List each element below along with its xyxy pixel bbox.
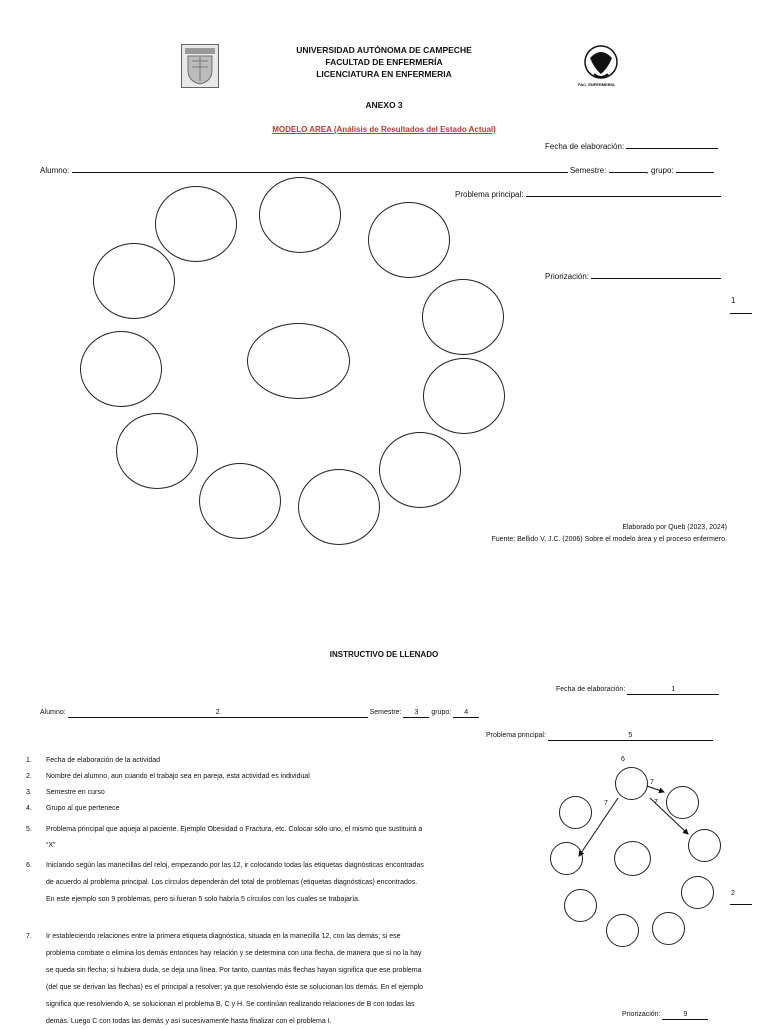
diagram-circle-6[interactable] bbox=[199, 463, 281, 539]
diagram-circle-1[interactable] bbox=[368, 202, 450, 278]
diagram-circle-3[interactable] bbox=[423, 358, 505, 434]
page-number-1: 1 bbox=[731, 296, 736, 305]
instr-priorizacion-row: Priorización: 9 bbox=[622, 1011, 732, 1020]
example-arrows bbox=[540, 760, 740, 870]
instr-item-1: 1. Fecha de elaboración de la actividad bbox=[26, 757, 161, 764]
diagram-circle-12[interactable] bbox=[259, 177, 341, 253]
instr-item-6: 6. Iniciando según las manecillas del reloj, empezando por las 12, ir colocando todas las etiquetas diagnósticas encontradas bbox=[26, 862, 424, 869]
instr-item-4: 4. Grupo al que pertenece bbox=[26, 805, 120, 812]
arrow-label-ac: 7 bbox=[654, 799, 658, 806]
diagram-circle-8[interactable] bbox=[80, 331, 162, 407]
grupo-field[interactable] bbox=[676, 164, 714, 173]
alumno-field[interactable] bbox=[72, 164, 568, 173]
program-name: LICENCIATURA EN ENFERMERIA bbox=[316, 69, 452, 79]
priorizacion-field[interactable]: Priorización: bbox=[545, 270, 730, 281]
diagram-circle-2[interactable] bbox=[422, 279, 504, 355]
instr-alumno-row: Alumno: 2 Semestre: 3 grupo: 4 bbox=[40, 709, 530, 718]
instructions-title: INSTRUCTIVO DE LLENADO bbox=[329, 650, 439, 659]
instr-priorizacion-value: 9 bbox=[683, 1011, 688, 1018]
example-top-label: 6 bbox=[621, 756, 625, 763]
faculty-name: FACULTAD DE ENFERMERÍA bbox=[325, 57, 443, 67]
example-circle-g bbox=[564, 889, 597, 922]
arrow-a-to-h bbox=[579, 798, 618, 856]
instr-item-5: 5. Problema principal que aqueja al paciente. Ejemplo Obesidad o Fractura, etc. Colocar sólo uno, el mismo que sustituirá a bbox=[26, 826, 423, 833]
instr-item-7-cont2: se queda sin flecha; si hubiera duda, se deja una línea. Por tanto, cuantas más flechas hayan significa que ese problema bbox=[46, 967, 422, 974]
page-number-2: 2 bbox=[731, 890, 735, 897]
instr-item-6-cont1: de acuerdo al problema principal. Los círculos dependerán del total de problemas (etiquetas diagnósticas) encontrados. bbox=[46, 879, 418, 886]
instr-alumno-value: 2 bbox=[215, 709, 220, 716]
faculty-logo-caption: FAC. ENFERMERIA bbox=[578, 82, 615, 87]
alumno-label: Alumno: bbox=[40, 166, 70, 175]
instr-fecha-value: 1 bbox=[671, 686, 676, 693]
example-circle-e bbox=[652, 912, 685, 945]
arrow-label-ah: 7 bbox=[604, 800, 608, 807]
credits-author: Elaborado por Queb (2023, 2024) bbox=[622, 524, 727, 531]
grupo-label: , grupo: bbox=[646, 166, 674, 175]
diagram-circle-10[interactable] bbox=[155, 186, 237, 262]
alumno-row bbox=[40, 164, 730, 175]
credits-source: Fuente: Bellido V, J.C. (2006) Sobre el modelo área y el proceso enfermero. bbox=[491, 536, 727, 543]
instr-item-7-cont4: significa que resolviendo A, se solucionan el problema B, C y H. Se continúan realizando relaciones de B con todas las bbox=[46, 1001, 415, 1008]
diagram-circle-4[interactable] bbox=[379, 432, 461, 508]
problema-principal-field[interactable]: Problema principal: bbox=[455, 188, 730, 199]
instr-problema-value: 5 bbox=[628, 732, 633, 739]
page-number-1-rule bbox=[730, 313, 752, 314]
page-number-2-rule bbox=[730, 904, 752, 905]
diagram-circle-9[interactable] bbox=[93, 243, 175, 319]
model-title: MODELO AREA (Análisis de Resultados del Estado Actual) bbox=[272, 125, 496, 134]
example-circle-f bbox=[606, 914, 639, 947]
semestre-field[interactable] bbox=[609, 164, 647, 173]
diagram-circle-7[interactable] bbox=[116, 413, 198, 489]
instr-semestre-value: 3 bbox=[414, 709, 419, 716]
semestre-label: Semestre: bbox=[569, 166, 607, 175]
instr-item-7-cont3: (del que se derivan las flechas) es el principal a resolver; ya que resolviendo éste se solucionan los demás. En el ejemplo bbox=[46, 984, 424, 991]
university-name: UNIVERSIDAD AUTÓNOMA DE CAMPECHE bbox=[296, 45, 472, 55]
instr-item-5-cont: “X” bbox=[46, 842, 56, 849]
instr-fecha-row: Fecha de elaboración: 1 bbox=[556, 686, 731, 695]
instr-item-7-cont1: problema combate o elimina los demás entonces hay relación y se determina con una flecha, de manera que si no la hay bbox=[46, 950, 422, 957]
diagram-circle-5[interactable] bbox=[298, 469, 380, 545]
instr-item-7-cont5: demás. Luego C con todas las demás y así sucesivamente hasta finalizar con el problema I. bbox=[46, 1018, 332, 1025]
diagram-circle-center[interactable] bbox=[247, 323, 350, 399]
instr-item-2: 2. Nombre del alumno, aun cuando el trabajo sea en pareja, esta actividad es individual bbox=[26, 773, 310, 780]
instr-grupo-value: 4 bbox=[464, 709, 469, 716]
example-circle-d bbox=[681, 876, 714, 909]
instr-item-7: 7. Ir estableciendo relaciones entre la primera etiqueta diagnóstica, situada en la manecilla 12, con las demás; si ese bbox=[26, 933, 401, 940]
instr-problema-row: Problema principal: 5 bbox=[486, 732, 731, 741]
instr-item-6-cont2: En este ejemplo son 9 problemas, pero si fueran 5 solo habría 5 círculos con los cuales se trabajaría. bbox=[46, 896, 361, 903]
arrow-a-to-b bbox=[647, 786, 664, 792]
faculty-logo bbox=[580, 44, 622, 90]
instr-item-3: 3. Semestre en curso bbox=[26, 789, 105, 796]
fecha-field[interactable]: Fecha de elaboración: bbox=[545, 140, 730, 151]
annex-title: ANEXO 3 bbox=[365, 100, 403, 110]
arrow-label-ab: 7 bbox=[650, 779, 654, 786]
